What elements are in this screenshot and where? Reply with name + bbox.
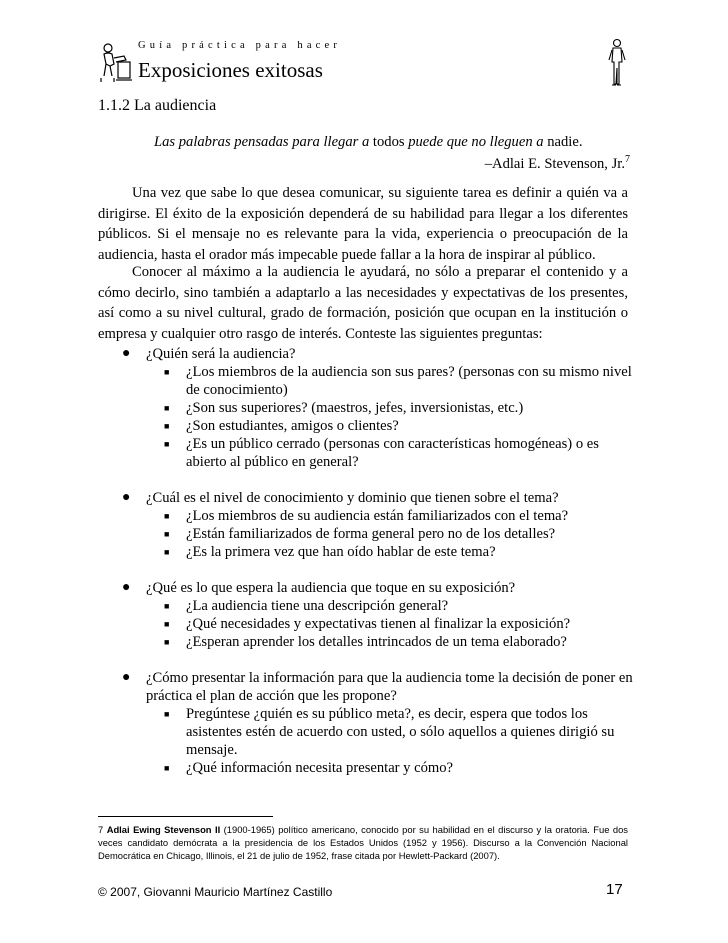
sub-item-text: ¿Los miembros de su audiencia están familiarizados con el tema?: [186, 508, 569, 524]
bullet-icon: ●: [122, 346, 131, 361]
section-title: 1.1.2 La audiencia: [98, 97, 217, 114]
sub-item-text: ¿Son estudiantes, amigos o clientes?: [186, 418, 399, 434]
bullet-icon: ●: [122, 670, 131, 685]
epigraph-quote: [154, 134, 582, 151]
footnote: [98, 823, 628, 862]
sub-item: [146, 597, 638, 615]
question-text: ¿Qué es lo que espera la audiencia que toque en su exposición?: [146, 580, 516, 596]
footnote-reference: 7: [625, 154, 630, 165]
sub-item: [146, 633, 638, 651]
paragraph-2: Conocer al máximo a la audiencia le ayudará, no sólo a preparar el contenido y a cómo decirlo, sino también a adaptarlo a las necesidades y expectativas de los presentes, así como a su nivel cultural, grado de formación, posición que ocupan en la institución o empresa y cualquier otro rasgo de interés. Conteste las siguientes preguntas:: [98, 264, 628, 342]
copyright-notice: © 2007, Giovanni Mauricio Martínez Castillo: [98, 885, 333, 899]
sub-item-text: ¿Es la primera vez que han oído hablar de este tema?: [186, 544, 496, 560]
bullet-icon: ●: [122, 580, 131, 595]
header-title: Exposiciones exitosas: [138, 58, 323, 82]
lectern-logo-icon: [98, 40, 134, 84]
sub-item-text: ¿Esperan aprender los detalles intrincados de un tema elaborado?: [186, 634, 567, 650]
square-bullet-icon: ■: [164, 709, 170, 719]
sub-item-text: ¿Es un público cerrado (personas con características homogéneas) o es abierto al público en general?: [186, 436, 599, 470]
quote-part-2: todos: [369, 134, 409, 150]
question-item: [98, 345, 638, 471]
quote-attribution: [485, 154, 630, 173]
square-bullet-icon: ■: [164, 637, 170, 647]
sub-list: [146, 597, 638, 651]
sub-item: [146, 363, 638, 399]
square-bullet-icon: ■: [164, 763, 170, 773]
square-bullet-icon: ■: [164, 547, 170, 557]
sub-item: [146, 507, 638, 525]
square-bullet-icon: ■: [164, 511, 170, 521]
question-list: [98, 345, 638, 795]
square-bullet-icon: ■: [164, 601, 170, 611]
header-tagline: Guía práctica para hacer: [138, 40, 342, 51]
sub-item-text: ¿Qué necesidades y expectativas tienen al finalizar la exposición?: [186, 616, 571, 632]
square-bullet-icon: ■: [164, 619, 170, 629]
question-text: ¿Quién será la audiencia?: [146, 346, 296, 362]
sub-list: [146, 363, 638, 471]
footnote-number: 7: [98, 824, 104, 835]
footnote-name: Adlai Ewing Stevenson II: [106, 824, 221, 835]
sub-item: [146, 525, 638, 543]
sub-item-text: Pregúntese ¿quién es su público meta?, es decir, espera que todos los asistentes estén de acuerdo con usted, o sólo aquellos a quienes dirigió su mensaje.: [186, 706, 615, 758]
square-bullet-icon: ■: [164, 403, 170, 413]
page-number: 17: [606, 881, 623, 898]
quote-part-1: Las palabras pensadas para llegar a: [154, 134, 370, 150]
question-item: [98, 669, 638, 777]
sub-item: [146, 759, 638, 777]
sub-item-text: ¿Están familiarizados de forma general pero no de los detalles?: [186, 526, 556, 542]
sub-item-text: ¿Los miembros de la audiencia son sus pares? (personas con su mismo nivel de conocimiento): [186, 364, 632, 398]
footnote-text: (1900-1965) político americano, conocido por su habilidad en el discurso y la oratoria. Fue dos veces candidato demócrata a la presidencia de los Estados Unidos (1952 y 1956). Discurso a la Convención Nacional Democrática en Chicago, Illinois, el 21 de julio de 1952, frase citada por Hewlett-Packard (2007).: [98, 824, 628, 861]
sub-item-text: ¿La audiencia tiene una descripción general?: [186, 598, 449, 614]
sub-item: [146, 543, 638, 561]
bullet-icon: ●: [122, 490, 131, 505]
question-text: ¿Cuál es el nivel de conocimiento y dominio que tienen sobre el tema?: [146, 490, 559, 506]
sub-item: [146, 399, 638, 417]
sub-item-text: ¿Qué información necesita presentar y cómo?: [186, 760, 454, 776]
standing-person-icon: [606, 38, 628, 88]
sub-item-text: ¿Son sus superiores? (maestros, jefes, inversionistas, etc.): [186, 400, 524, 416]
square-bullet-icon: ■: [164, 367, 170, 377]
sub-item: [146, 705, 638, 759]
sub-list: [146, 507, 638, 561]
square-bullet-icon: ■: [164, 421, 170, 431]
sub-item: [146, 615, 638, 633]
quote-part-3: puede que no lleguen a: [408, 134, 544, 150]
footnote-divider: [98, 816, 273, 817]
question-text: ¿Cómo presentar la información para que la audiencia tome la decisión de poner en práctica el plan de acción que les propone?: [146, 670, 633, 704]
question-item: [98, 579, 638, 651]
quote-part-4: nadie.: [543, 134, 583, 150]
square-bullet-icon: ■: [164, 529, 170, 539]
question-item: [98, 489, 638, 561]
sub-item: [146, 435, 638, 471]
sub-list: [146, 705, 638, 777]
attribution-text: –Adlai E. Stevenson, Jr.: [484, 155, 625, 172]
paragraph-1: Una vez que sabe lo que desea comunicar, su siguiente tarea es definir a quién va a dirigirse. El éxito de la exposición dependerá de su habilidad para llegar a los diferentes públicos. Si el mensaje no es relevante para la vida, experiencia o preocupación de la audiencia, hasta el orador más impecable puede fallar a la hora de inspirar al público.: [98, 185, 628, 263]
square-bullet-icon: ■: [164, 439, 170, 449]
sub-item: [146, 417, 638, 435]
